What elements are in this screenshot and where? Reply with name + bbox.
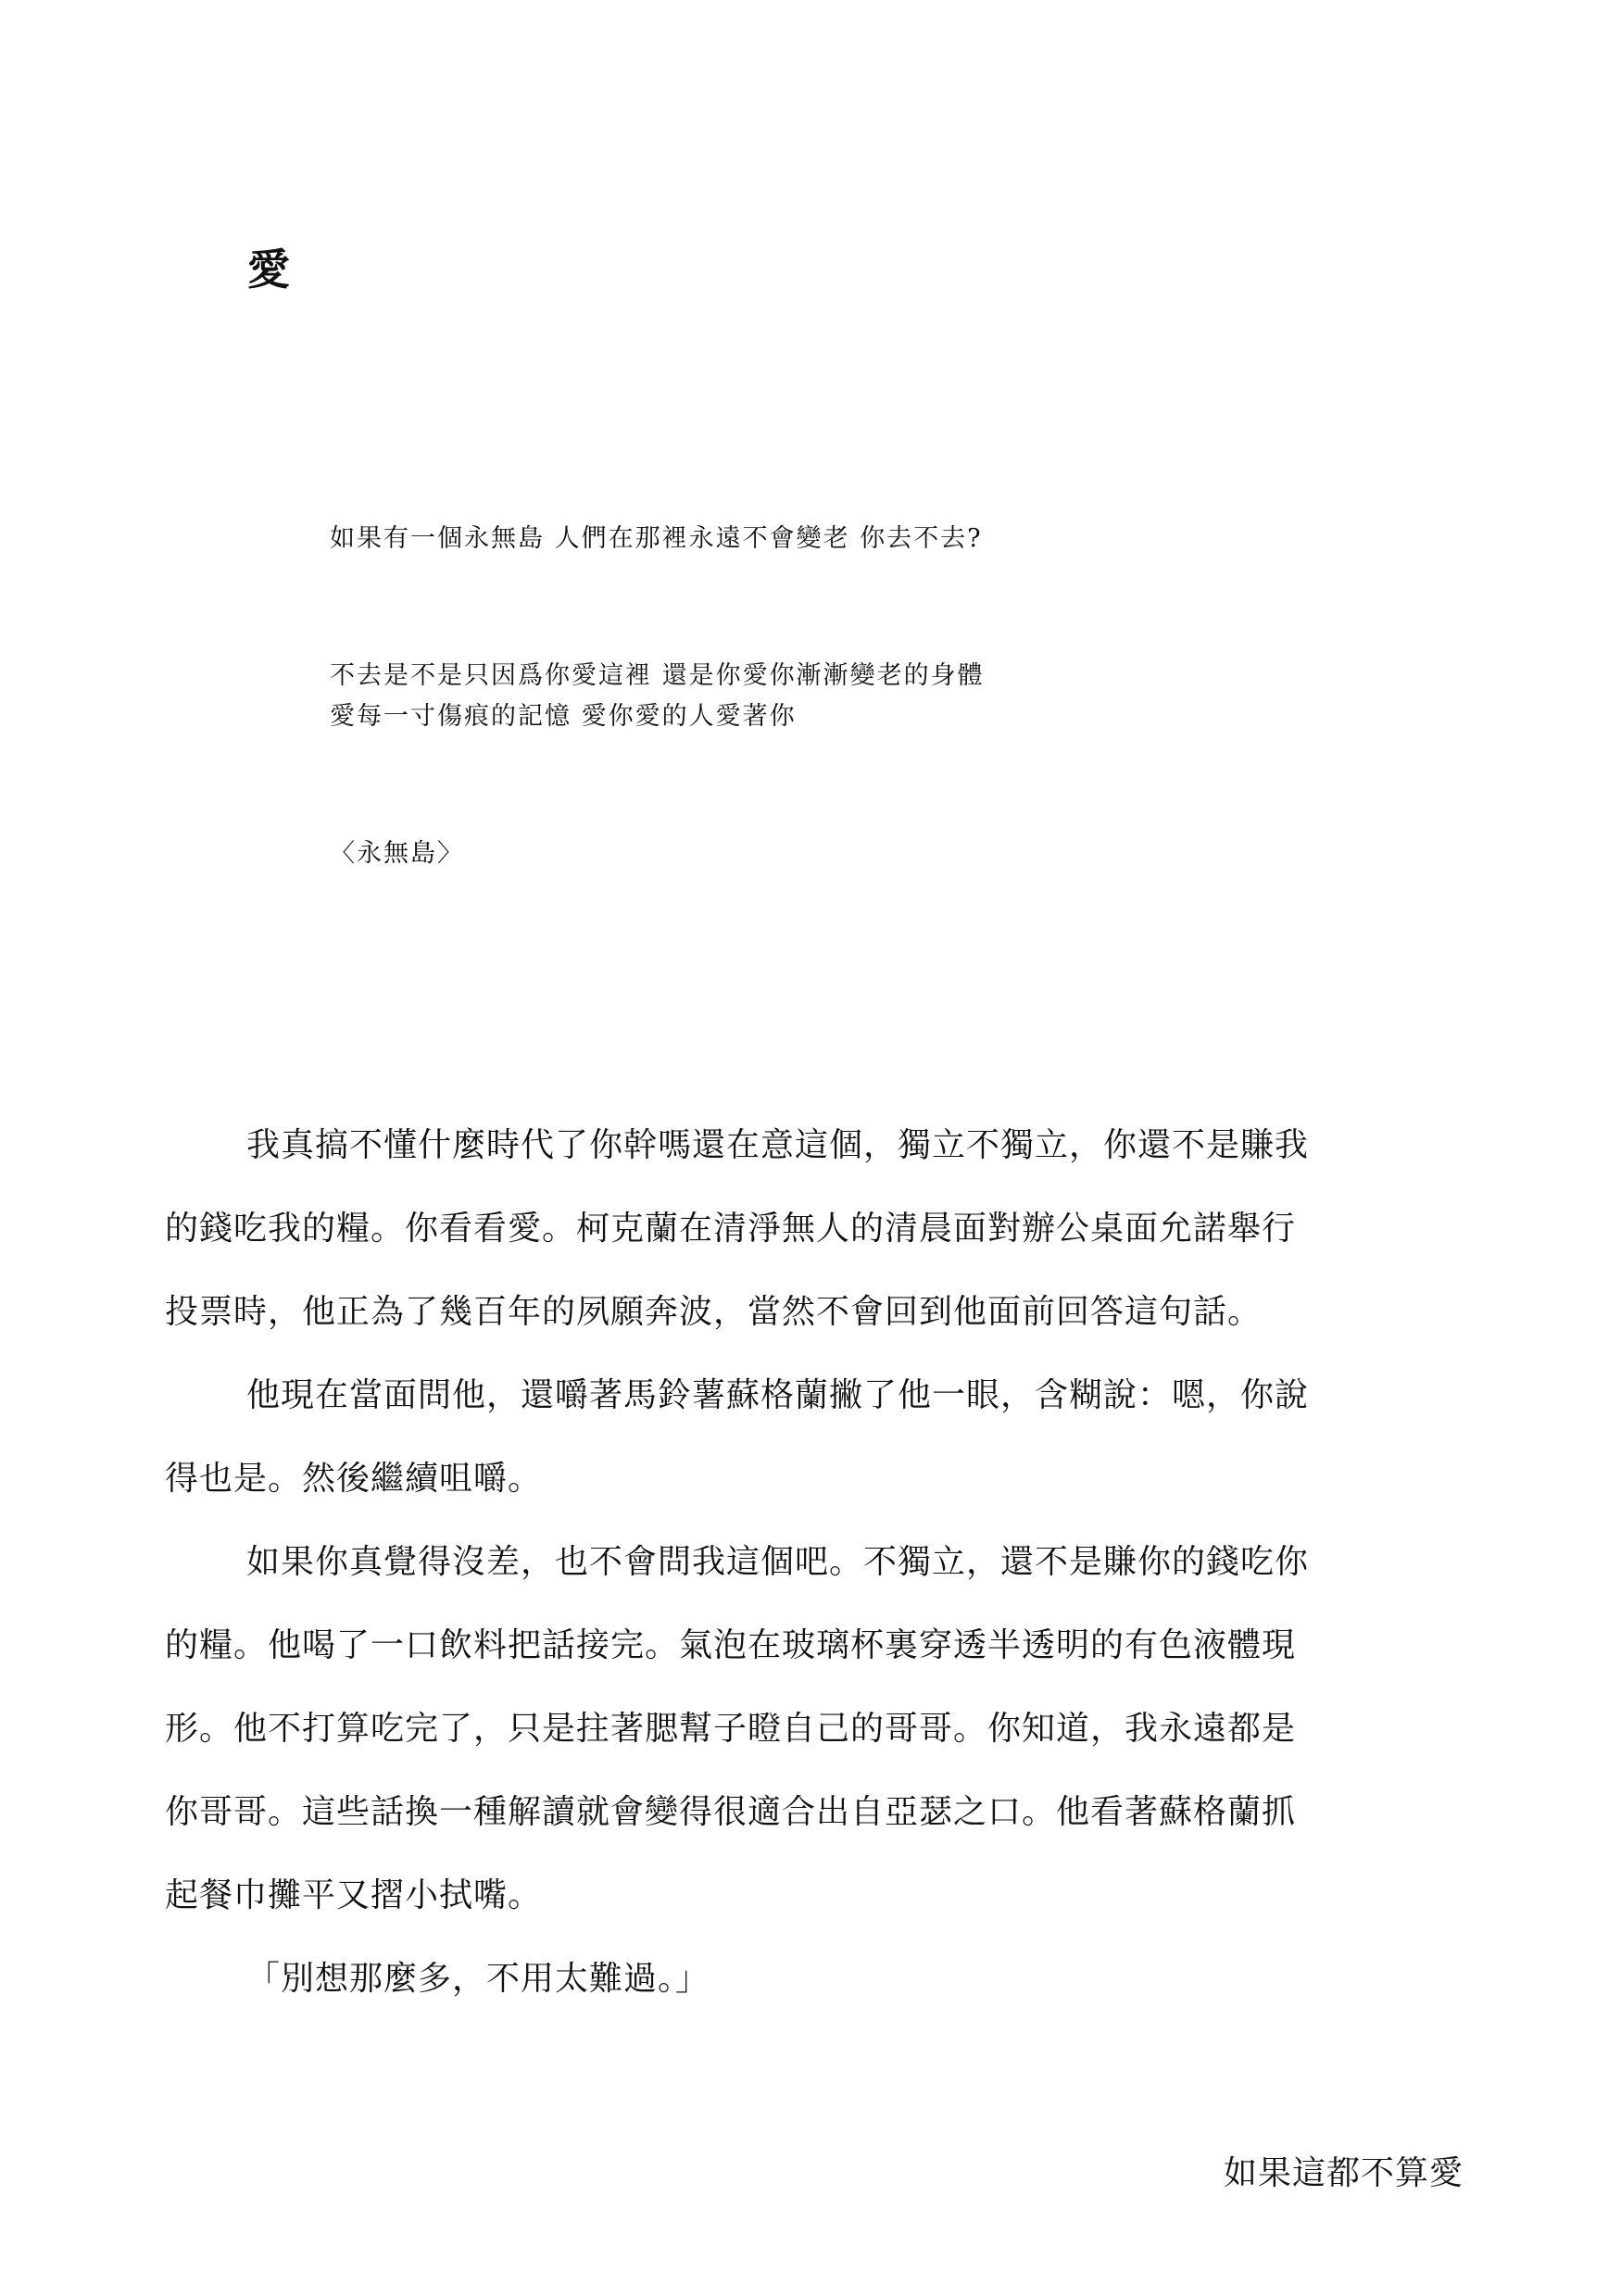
paragraph-line: 的錢吃我的糧。你看看愛。柯克蘭在清淨無人的清晨面對辦公桌面允諾舉行 bbox=[165, 1210, 1297, 1248]
paragraph-line: 他現在當面問他，還嚼著馬鈴薯蘇格蘭撇了他一眼，含糊說：嗯，你說 bbox=[246, 1376, 1310, 1414]
paragraph-line: 投票時，他正為了幾百年的夙願奔波，當然不會回到他面前回答這句話。 bbox=[165, 1293, 1263, 1331]
epigraph-line: 愛每一寸傷痕的記憶 愛你愛的人愛著你 bbox=[330, 702, 797, 731]
epigraph-line: 如果有一個永無島 人們在那裡永遠不會變老 你去不去? bbox=[330, 524, 983, 553]
chapter-title: 愛 bbox=[247, 245, 290, 295]
epigraph-source: 〈永無島〉 bbox=[330, 839, 464, 868]
paragraph-line: 如果你真覺得沒差，也不會問我這個吧。不獨立，還不是賺你的錢吃你 bbox=[246, 1543, 1310, 1581]
paragraph-line: 起餐巾攤平又摺小拭嘴。 bbox=[165, 1876, 543, 1914]
paragraph-line: 形。他不打算吃完了，只是拄著腮幫子瞪自己的哥哥。你知道，我永遠都是 bbox=[165, 1710, 1297, 1748]
epigraph-line: 不去是不是只因爲你愛這裡 還是你愛你漸漸變老的身體 bbox=[330, 661, 985, 690]
paragraph-line: 我真搞不懂什麼時代了你幹嗎還在意這個，獨立不獨立，你還不是賺我 bbox=[246, 1126, 1310, 1164]
paragraph-line: 「別想那麼多，不用太難過。」 bbox=[246, 1960, 710, 1998]
paragraph-line: 的糧。他喝了一口飲料把話接完。氣泡在玻璃杯裏穿透半透明的有色液體現 bbox=[165, 1626, 1297, 1664]
paragraph-line: 得也是。然後繼續咀嚼。 bbox=[165, 1460, 543, 1498]
running-footer: 如果這都不算愛 bbox=[1223, 2154, 1464, 2192]
paragraph-line: 你哥哥。這些話換一種解讀就會變得很適合出自亞瑟之口。他看著蘇格蘭抓 bbox=[165, 1793, 1297, 1831]
